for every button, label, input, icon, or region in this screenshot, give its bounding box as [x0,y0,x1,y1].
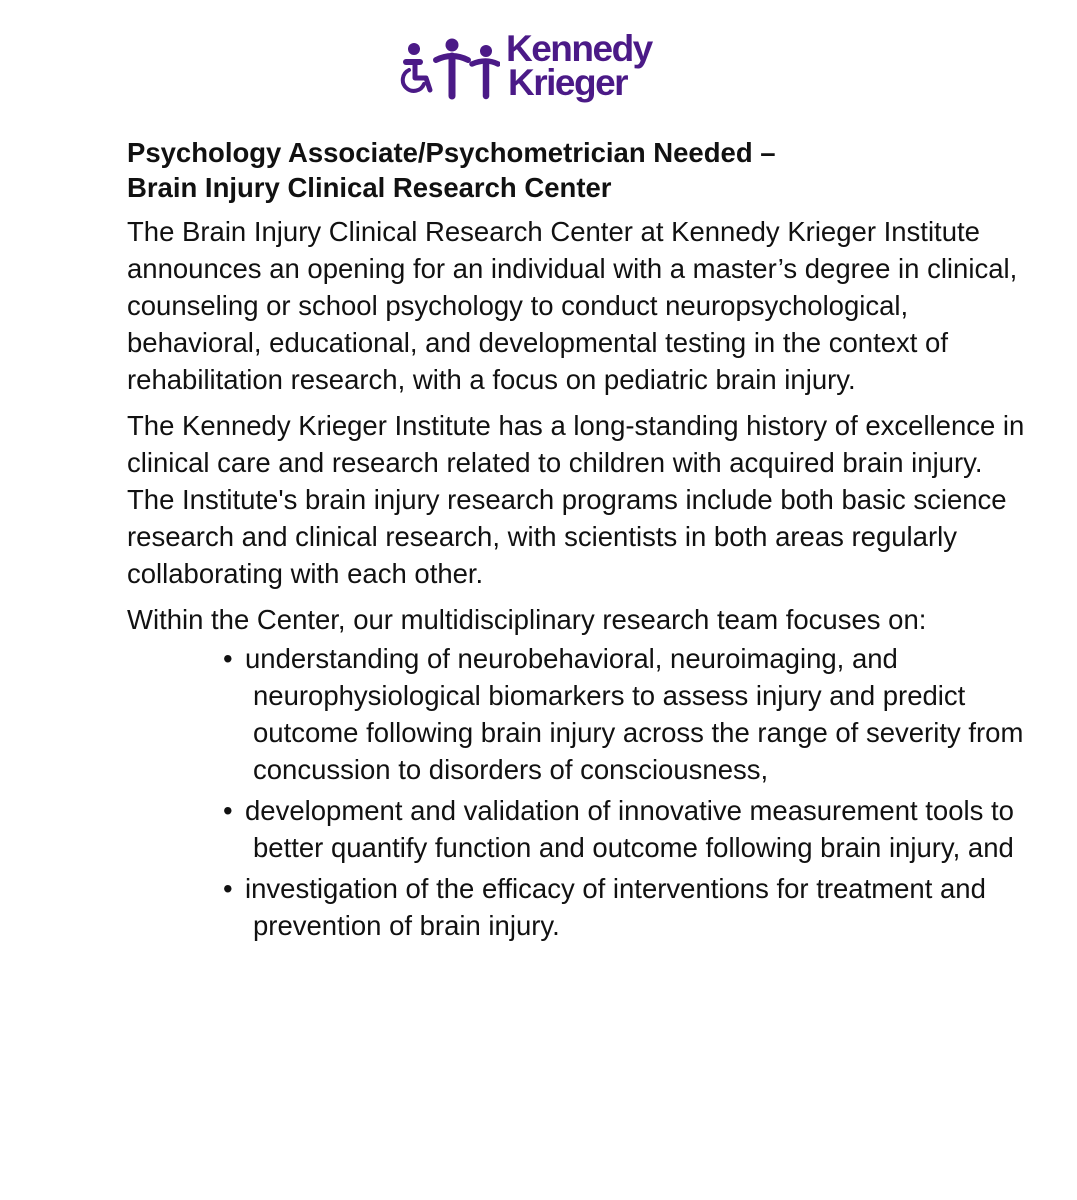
bullet-glyph: • [223,643,233,674]
intro-paragraph: The Brain Injury Clinical Research Center at Kennedy Krieger Institute announces an opening for an individual with a master’s degree in clinical, counseling or school psychology to conduct neuropsychological, behavioral, educational, and developmental testing in the context of rehabilitation research, with a focus on pediatric brain injury. [127,216,1018,395]
list-item [223,640,1027,788]
focus-list [127,640,1027,944]
logo-line-1: Kennedy [506,28,652,69]
title-line-2: Brain Injury Clinical Research Center [127,172,612,203]
list-item-text: understanding of neurobehavioral, neuroimaging, and neurophysiological biomarkers to assess injury and predict outcome following brain injury across the range of severity from concussion to disorders of consciousness, [245,643,1024,785]
history-paragraph: The Kennedy Krieger Institute has a long-standing history of excellence in clinical care and research related to children with acquired brain injury. The Institute's brain injury research programs include both basic science research and clinical research, with scientists in both areas regularly collaborating with each other. [127,410,1025,589]
logo-line-2: Krieger [508,62,628,103]
posting-title [127,135,1027,205]
list-item [223,792,1027,866]
title-line-1: Psychology Associate/Psychometrician Needed – [127,137,776,168]
kennedy-krieger-figures-icon [400,38,500,104]
kennedy-krieger-logo [400,28,690,107]
focus-paragraph: Within the Center, our multidisciplinary research team focuses on: [127,604,927,635]
list-item-text: investigation of the efficacy of interventions for treatment and prevention of brain injury. [245,873,986,941]
list-item [223,870,1027,944]
job-posting [127,135,1027,948]
list-item-text: development and validation of innovative measurement tools to better quantify function and outcome following brain injury, and [245,795,1014,863]
bullet-glyph: • [223,795,233,826]
logo-wordmark [506,28,652,103]
bullet-glyph: • [223,873,233,904]
